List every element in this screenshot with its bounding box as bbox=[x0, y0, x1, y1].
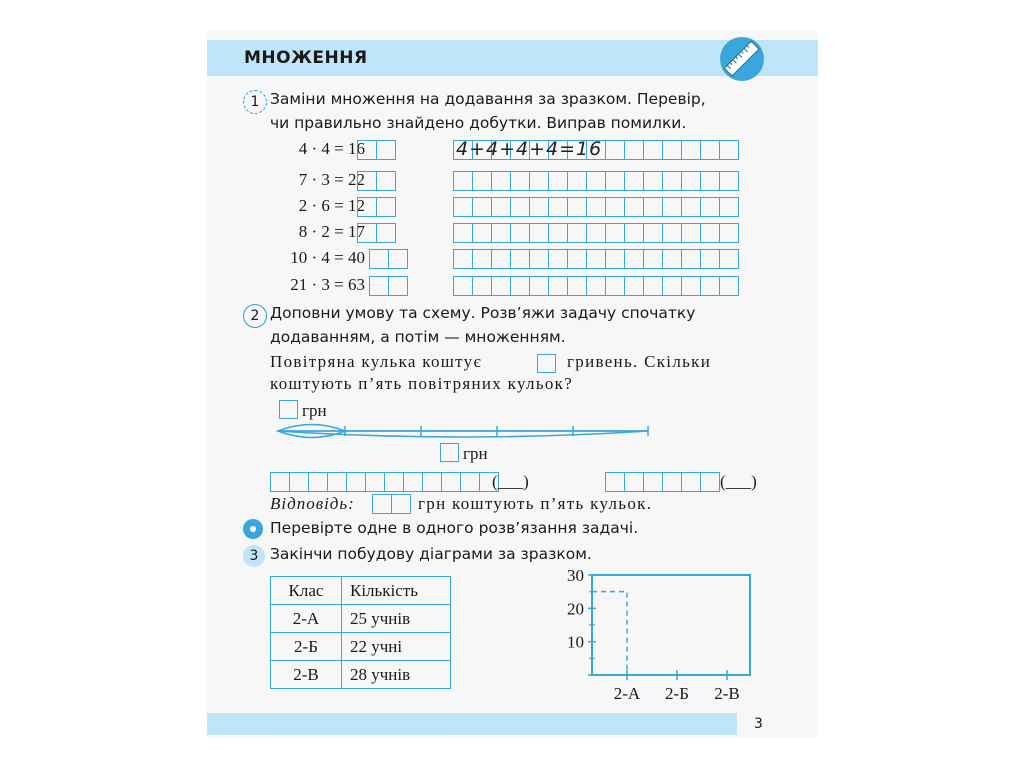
page-number: 3 bbox=[754, 716, 763, 732]
task1-instruction-line1: Заміни множення на додавання за зразком. Перевір, bbox=[270, 90, 706, 108]
condition-text-part1: Повітряна кулька коштує bbox=[270, 352, 483, 371]
table-header-row bbox=[271, 577, 451, 605]
scheme-unit-bottom: грн bbox=[463, 444, 488, 463]
multiplication-solution-cells[interactable] bbox=[605, 472, 720, 491]
table-header-class: Клас bbox=[271, 577, 342, 605]
correction-cells[interactable] bbox=[357, 171, 396, 190]
table-cell-class: 2-А bbox=[271, 605, 342, 633]
ruler-icon bbox=[716, 33, 766, 83]
correction-cells[interactable] bbox=[369, 249, 408, 268]
segment-scheme bbox=[270, 418, 660, 444]
table-cell-class: 2-Б bbox=[271, 633, 342, 661]
condition-text-part2: гривень. Скільки bbox=[567, 352, 712, 371]
x-tick-label: 2-Б bbox=[665, 684, 689, 703]
table-row bbox=[271, 633, 451, 661]
correction-cells[interactable] bbox=[357, 197, 396, 216]
footer-band bbox=[207, 713, 737, 735]
y-tick-label: 10 bbox=[567, 632, 584, 652]
multiplication-equation: 21 · 3 = 63 bbox=[290, 275, 365, 294]
disc-icon bbox=[243, 519, 263, 539]
task3-instruction: Закінчи побудову діаграми за зразком. bbox=[270, 545, 592, 563]
correction-cells[interactable] bbox=[369, 276, 408, 295]
table-row bbox=[271, 661, 451, 689]
y-tick-label: 20 bbox=[567, 599, 584, 619]
table-row bbox=[271, 605, 451, 633]
handwritten-sample-answer: 4+4+4+4=16 bbox=[456, 138, 603, 160]
bar-chart[interactable] bbox=[550, 565, 765, 705]
condition-text-line2: коштують п’ять повітряних кульок? bbox=[270, 374, 574, 393]
addition-solution-cells[interactable] bbox=[270, 472, 499, 491]
scheme-total-box[interactable] bbox=[440, 443, 459, 462]
table-cell-count: 25 учнів bbox=[342, 605, 451, 633]
task1-instruction-line2: чи правильно знайдено добутки. Виправ помилки. bbox=[270, 114, 687, 132]
multiplication-equation: 7 · 3 = 22 bbox=[298, 170, 365, 189]
x-tick-label: 2-В bbox=[714, 684, 740, 703]
answer-cells[interactable] bbox=[372, 494, 411, 513]
multiplication-action-blank[interactable]: (___) bbox=[720, 472, 757, 491]
task-number-1: 1 bbox=[243, 90, 267, 114]
table-cell-count: 28 учнів bbox=[342, 661, 451, 689]
task-number-2: 2 bbox=[243, 304, 267, 328]
table-header-count: Кількість bbox=[342, 577, 451, 605]
class-count-table bbox=[270, 576, 451, 689]
correction-cells[interactable] bbox=[357, 223, 396, 242]
page-title: МНОЖЕННЯ bbox=[244, 48, 368, 68]
task2-instruction-line2: додаванням, а потім — множенням. bbox=[270, 328, 566, 346]
addition-answer-cells[interactable] bbox=[453, 171, 739, 190]
table-cell-class: 2-В bbox=[271, 661, 342, 689]
scheme-price-box[interactable] bbox=[279, 400, 298, 419]
addition-answer-cells[interactable] bbox=[453, 249, 739, 268]
addition-action-blank[interactable]: (___) bbox=[492, 472, 529, 491]
task-number-3: 3 bbox=[243, 545, 265, 567]
chart-frame bbox=[592, 575, 750, 675]
price-answer-box[interactable] bbox=[537, 354, 556, 373]
multiplication-equation: 10 · 4 = 40 bbox=[290, 248, 365, 267]
correction-cells[interactable] bbox=[357, 140, 396, 159]
addition-answer-cells[interactable] bbox=[453, 223, 739, 242]
addition-answer-cells[interactable] bbox=[453, 197, 739, 216]
multiplication-equation: 2 · 6 = 12 bbox=[298, 196, 365, 215]
table-cell-count: 22 учні bbox=[342, 633, 451, 661]
x-tick-label: 2-А bbox=[613, 684, 641, 703]
check-instruction: Перевірте одне в одного розв’язання задачі. bbox=[270, 519, 639, 537]
answer-text: грн коштують п’ять кульок. bbox=[418, 494, 653, 513]
answer-label: Відповідь: bbox=[270, 494, 355, 513]
sample-bar-outline bbox=[592, 592, 627, 675]
multiplication-equation: 8 · 2 = 17 bbox=[298, 222, 365, 241]
addition-answer-cells[interactable] bbox=[453, 276, 739, 295]
multiplication-equation: 4 · 4 = 16 bbox=[298, 139, 365, 158]
scheme-unit-top: грн bbox=[302, 401, 327, 420]
y-tick-label: 30 bbox=[567, 566, 584, 585]
task2-instruction-line1: Доповни умову та схему. Розв’яжи задачу спочатку bbox=[270, 304, 696, 322]
